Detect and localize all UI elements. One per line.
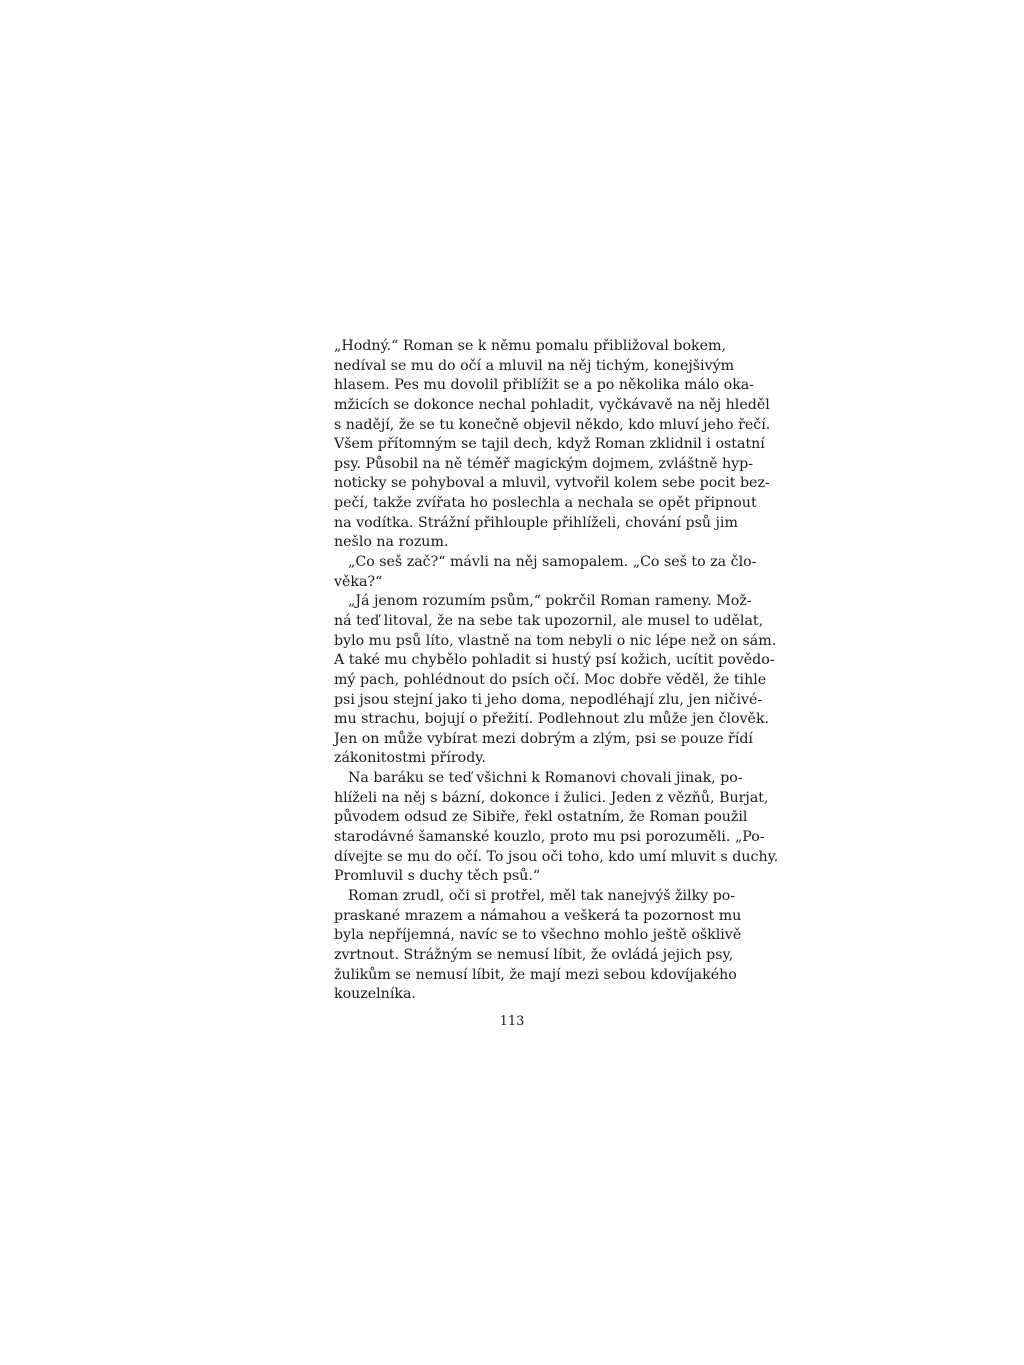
text-line: „Já jenom rozumím psům,“ pokrčil Roman rameny. Mož- xyxy=(348,593,752,610)
text-line: zvrtnout. Strážným se nemusí líbit, že ovládá jejich psy, xyxy=(334,946,734,963)
text-line: starodávné šamanské kouzlo, proto mu psi porozuměli. „Po- xyxy=(334,829,765,846)
body-text xyxy=(334,337,779,1005)
text-line: původem odsud ze Sibiře, řekl ostatním, že Roman použil xyxy=(334,809,748,826)
paragraph xyxy=(334,337,771,553)
text-line: mu strachu, bojují o přežití. Podlehnout zlu může jen člověk. xyxy=(334,711,770,728)
text-line: Promluvil s duchy těch psů.“ xyxy=(334,868,541,885)
text-line: věka?“ xyxy=(334,573,383,590)
text-line: noticky se pohyboval a mluvil, vytvořil kolem sebe pocit bez- xyxy=(334,475,770,492)
page-number: 113 xyxy=(499,1014,525,1029)
text-line: Všem přítomným se tajil dech, když Roman zklidnil i ostatní xyxy=(334,436,765,453)
text-line: bylo mu psů líto, vlastně na tom nebyli o nic lépe než on sám. xyxy=(334,632,777,649)
text-line: byla nepříjemná, navíc se to všechno mohlo ještě ošklivě xyxy=(334,927,742,944)
text-line: Roman zrudl, oči si protřel, měl tak nanejvýš žilky po- xyxy=(348,887,736,904)
text-line: na vodítka. Strážní přihlouple přihlíželi, chování psů jim xyxy=(334,514,738,531)
paragraph xyxy=(334,769,779,887)
text-line: hlíželi na něj s bázní, dokonce i žulici. Jeden z vězňů, Burjat, xyxy=(334,789,769,806)
text-line: Jen on může vybírat mezi dobrým a zlým, psi se pouze řídí xyxy=(334,730,753,747)
text-line: žulikům se nemusí líbit, že mají mezi sebou kdovíjakého xyxy=(334,966,737,983)
text-line: hlasem. Pes mu dovolil přiblížit se a po několika málo oka- xyxy=(334,377,755,394)
text-line: zákonitostmi přírody. xyxy=(334,750,486,767)
text-line: nedíval se mu do očí a mluvil na něj tichým, konejšivým xyxy=(334,357,735,374)
paragraph xyxy=(334,553,757,592)
paragraph xyxy=(334,887,742,1005)
text-line: nešlo na rozum. xyxy=(334,534,449,551)
text-line: „Hodný.“ Roman se k němu pomalu přibližoval bokem, xyxy=(334,338,726,354)
text-line: dívejte se mu do očí. To jsou oči toho, kdo umí mluvit s duchy. xyxy=(334,848,779,865)
paragraph xyxy=(334,592,777,769)
text-line: kouzelníka. xyxy=(334,986,416,1003)
text-line: praskané mrazem a námahou a veškerá ta pozornost mu xyxy=(334,907,742,924)
text-line: ná teď litoval, že na sebe tak upozornil, ale musel to udělat, xyxy=(334,612,764,629)
text-line: psy. Působil na ně téměř magickým dojmem, zvláštně hyp- xyxy=(334,455,754,472)
text-line: s nadějí, že se tu konečně objevil někdo, kdo mluví jeho řečí. xyxy=(334,416,771,433)
text-line: Na baráku se teď všichni k Romanovi chovali jinak, po- xyxy=(348,770,743,787)
text-line: A také mu chybělo pohladit si hustý psí kožich, ucítit povědo- xyxy=(334,652,775,669)
text-line: psi jsou stejní jako ti jeho doma, nepodléhají zlu, jen ničivé- xyxy=(334,691,763,708)
text-line: mžicích se dokonce nechal pohladit, vyčkávavě na něj hleděl xyxy=(334,396,770,413)
text-line: „Co seš zač?“ mávli na něj samopalem. „Co seš to za člo- xyxy=(348,554,757,571)
text-line: pečí, takže zvířata ho poslechla a nechala se opět připnout xyxy=(334,495,757,512)
text-line: mý pach, pohlédnout do psích očí. Moc dobře věděl, že tihle xyxy=(334,671,767,688)
